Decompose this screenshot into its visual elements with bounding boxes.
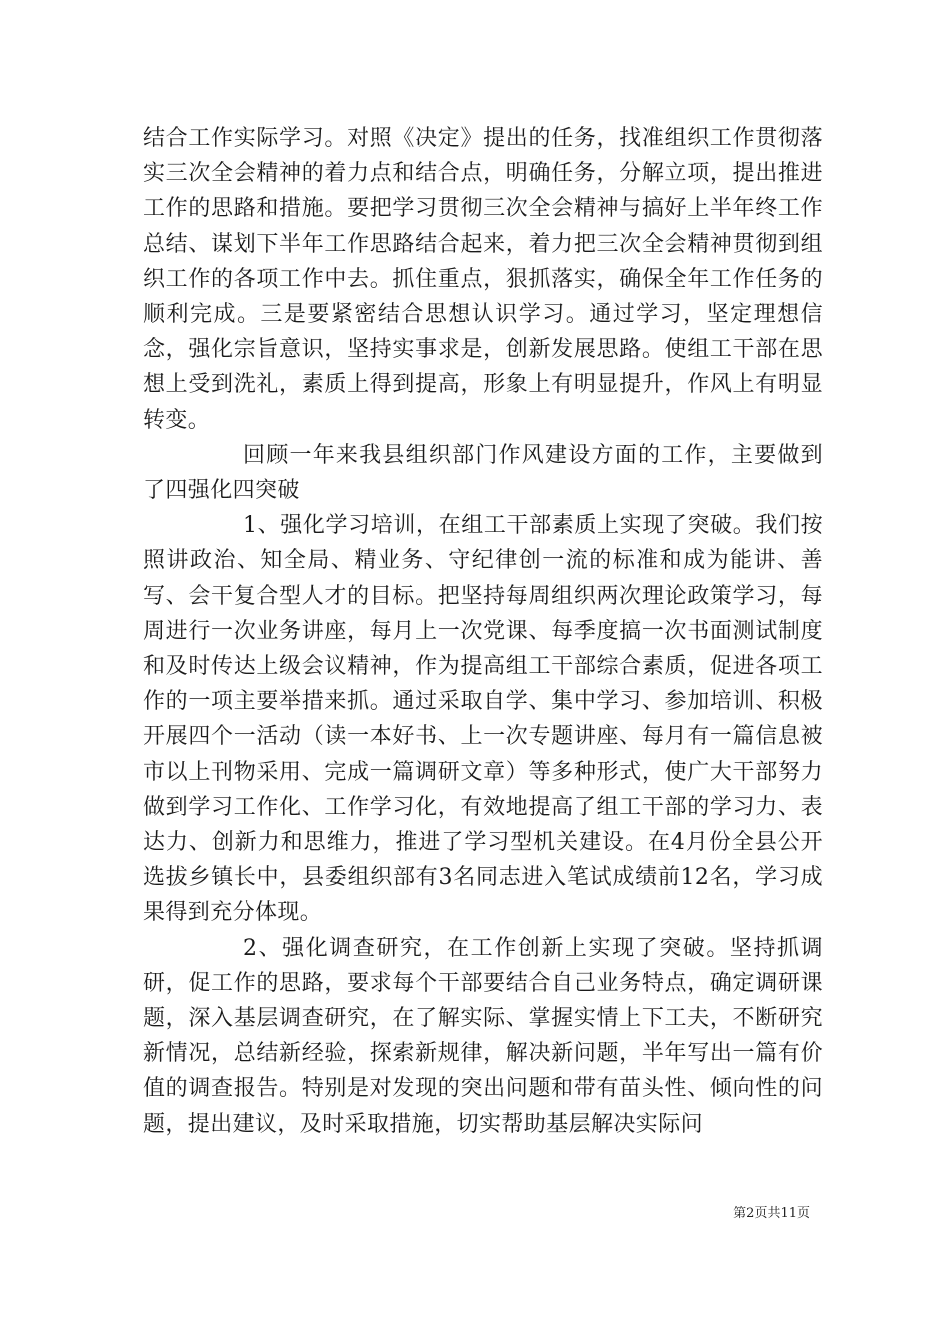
page-number-footer: 第2页共11页 [733, 1206, 810, 1221]
document-body [143, 121, 823, 1142]
paragraph-2: 回顾一年来我县组织部门作风建设方面的工作，主要做到了四强化四突破 [143, 442, 823, 504]
paragraph-3: 1、强化学习培训，在组工干部素质上实现了突破。我们按照讲政治、知全局、精业务、守纪律创一流的标准和成为能讲、善写、会干复合型人才的目标。把坚持每周组织两次理论政策学习，每周进行一次业务讲座，每月上一次党课、每季度搞一次书面测试制度和及时传达上级会议精神，作为提高组工干部综合素质，促进各项工作的一项主要举措来抓。通过采取自学、集中学习、参加培训、积极开展四个一活动（读一本好书、上一次专题讲座、每月有一篇信息被市以上刊物采用、完成一篇调研文章）等多种形式，使广大干部努力做到学习工作化、工作学习化，有效地提高了组工干部的学习力、表达力、创新力和思维力，推进了学习型机关建设。在4月份全县公开选拔乡镇长中，县委组织部有3名同志进入笔试成绩前12名，学习成果得到充分体现。 [143, 513, 823, 926]
paragraph-4: 2、强化调查研究，在工作创新上实现了突破。坚持抓调研，促工作的思路，要求每个干部要结合自己业务特点，确定调研课题，深入基层调查研究，在了解实际、掌握实情上下工夫，不断研究新情况，总结新经验，探索新规律，解决新问题，半年写出一篇有价值的调查报告。特别是对发现的突出问题和带有苗头性、倾向性的问题，提出建议，及时采取措施，切实帮助基层解决实际问 [143, 935, 823, 1137]
paragraph-1: 结合工作实际学习。对照《决定》提出的任务，找准组织工作贯彻落实三次全会精神的着力点和结合点，明确任务，分解立项，提出推进工作的思路和措施。要把学习贯彻三次全会精神与搞好上半年终工作总结、谋划下半年工作思路结合起来，着力把三次全会精神贯彻到组织工作的各项工作中去。抓住重点，狠抓落实，确保全年工作任务的顺利完成。三是要紧密结合思想认识学习。通过学习，坚定理想信念，强化宗旨意识，坚持实事求是，创新发展思路。使组工干部在思想上受到洗礼，素质上得到提高，形象上有明显提升，作风上有明显转变。 [143, 126, 823, 433]
